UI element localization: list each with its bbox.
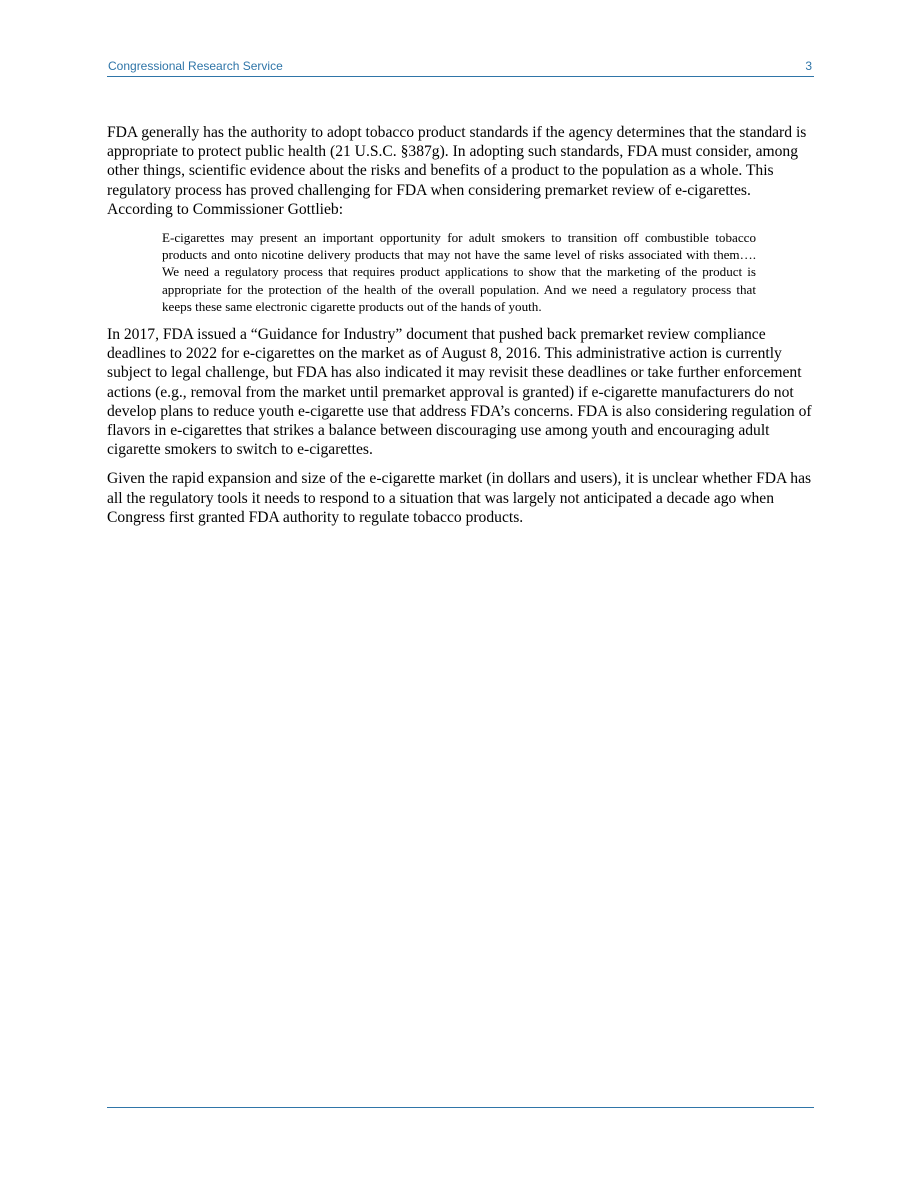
page-number: 3 [805, 59, 812, 73]
page-header [107, 58, 814, 77]
header-organization: Congressional Research Service [108, 59, 283, 73]
body-paragraph-1: FDA generally has the authority to adopt tobacco product standards if the agency determines that the standard is appropriate to protect public health (21 U.S.C. §387g). In adopting such standards, FDA must consider, among other things, scientific evidence about the risks and benefits of a product to the population as a whole. This regulatory process has proved challenging for FDA when considering premarket review of e-cigarettes. According to Commissioner Gottlieb: [107, 124, 807, 218]
footer-divider [107, 1107, 814, 1108]
body-paragraph-2: In 2017, FDA issued a “Guidance for Industry” document that pushed back premarket review compliance deadlines to 2022 for e-cigarettes on the market as of August 8, 2016. This administrative action is currently subject to legal challenge, but FDA has also indicated it may revisit these deadlines or take further enforcement actions (e.g., removal from the market until premarket approval is granted) if e-cigarette manufacturers do not develop plans to reduce youth e-cigarette use that address FDA’s concerns. FDA is also considering regulation of flavors in e-cigarettes that strikes a balance between discouraging use among youth and encouraging adult cigarette smokers to switch to e-cigarettes. [107, 326, 812, 459]
block-quote: E-cigarettes may present an important opportunity for adult smokers to transition off combustible tobacco products and onto nicotine delivery products that may not have the same level of risks associated with them…. We need a regulatory process that requires product applications to show that the marketing of the product is appropriate for the protection of the health of the overall population. And we need a regulatory process that keeps these same electronic cigarette products out of the hands of youth. [162, 230, 756, 314]
document-body [107, 123, 814, 537]
body-paragraph-3: Given the rapid expansion and size of the e-cigarette market (in dollars and users), it is unclear whether FDA has all the regulatory tools it needs to respond to a situation that was largely not anticipated a decade ago when Congress first granted FDA authority to regulate tobacco products. [107, 470, 812, 526]
